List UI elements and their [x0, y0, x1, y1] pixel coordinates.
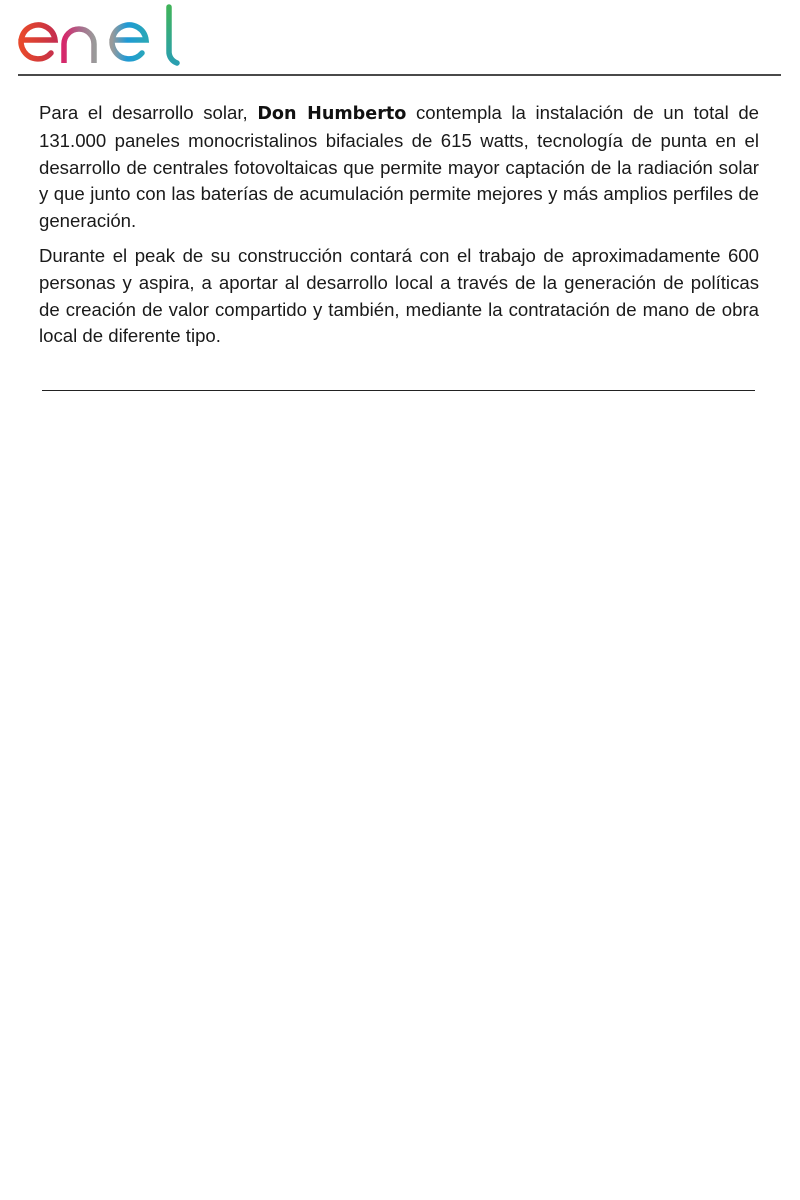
article-body	[39, 100, 759, 358]
project-name: Don Humberto	[257, 104, 407, 124]
page-header	[0, 0, 800, 76]
footer-divider	[42, 390, 755, 391]
paragraph-construction: Durante el peak de su construcción contará con el trabajo de aproximadamente 600 personas y aspira, a aportar al desarrollo local a través de la generación de políticas de creación de valor compartido y también, mediante la contratación de mano de obra local de diferente tipo.	[39, 244, 759, 347]
paragraph1-intro: Para el desarrollo solar,	[39, 102, 258, 123]
paragraph-solar-development	[39, 100, 759, 235]
header-divider	[18, 74, 781, 76]
paragraph1-rest: contempla la instalación de un total de 131.000 paneles monocristalinos bifaciales de 615 watts, tecnología de punta en el desarrollo de centrales fotovoltaicas que permite mayor captación de la radiación solar y que junto con las baterías de acumulación permite mejores y más amplios perfiles de generación.	[39, 102, 760, 232]
enel-logo	[16, 4, 182, 68]
